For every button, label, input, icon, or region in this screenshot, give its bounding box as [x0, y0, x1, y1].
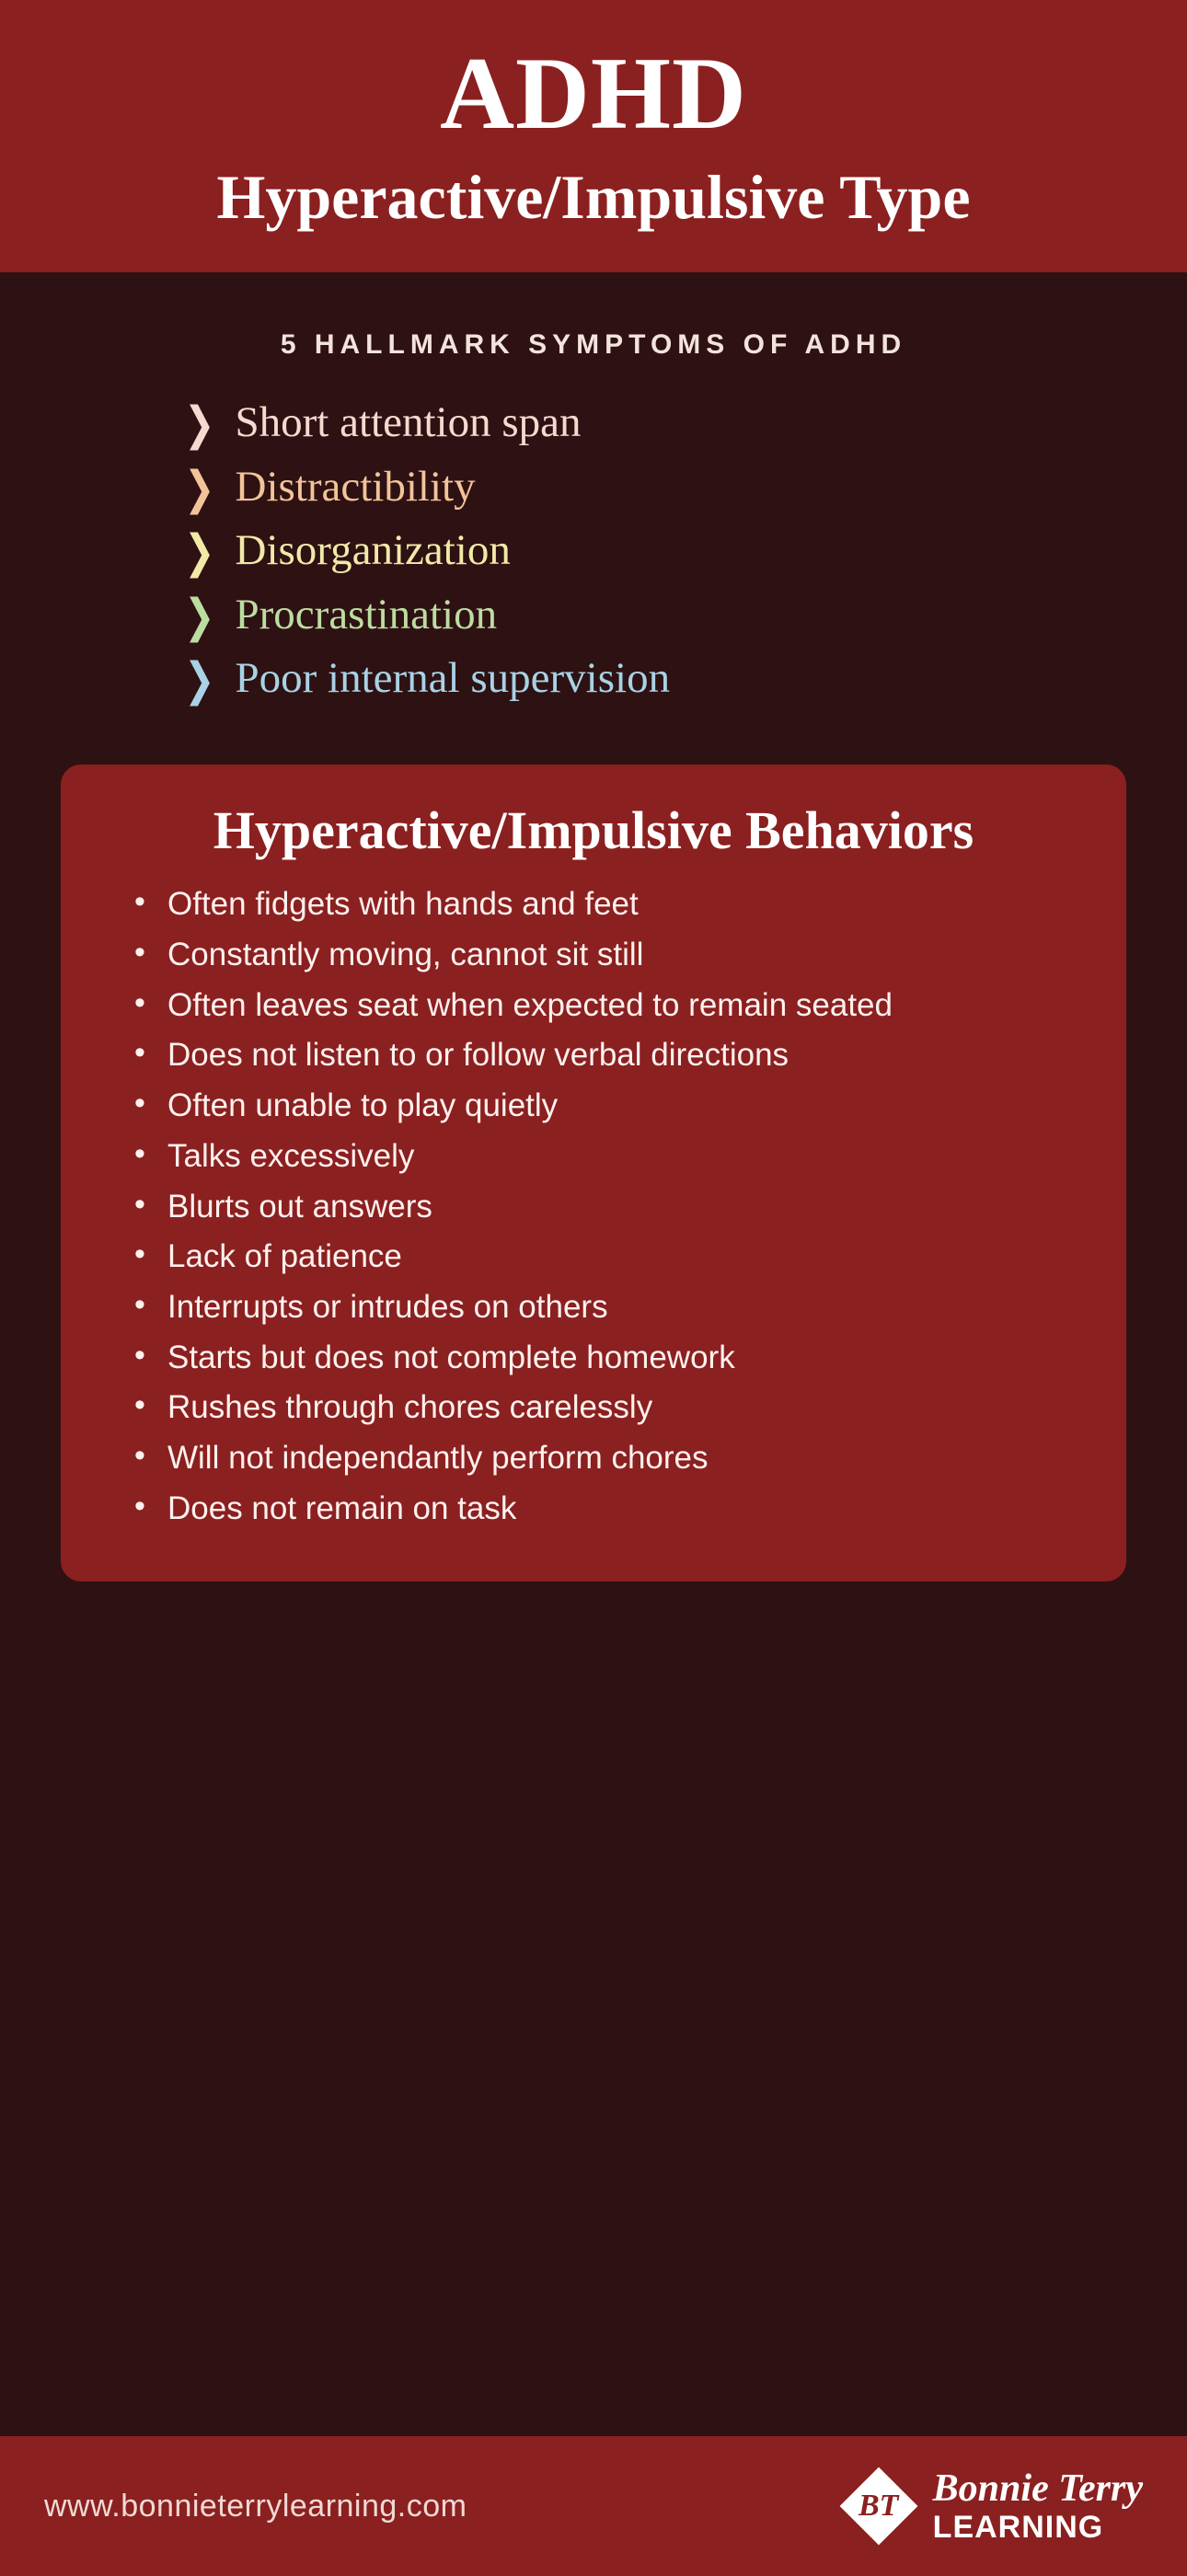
list-item	[184, 589, 1187, 643]
symptom-label: Distractibility	[235, 462, 476, 511]
chevron-right-icon: ❯	[184, 653, 215, 707]
list-item: • Often unable to play quietly	[134, 1087, 1086, 1126]
list-item: • Interrupts or intrudes on others	[134, 1288, 1086, 1328]
symptoms-heading: 5 HALLMARK SYMPTOMS OF ADHD	[280, 329, 907, 361]
poster-header	[0, 0, 1187, 272]
chevron-right-icon: ❯	[184, 461, 215, 515]
chevron-right-icon: ❯	[184, 525, 215, 579]
list-item	[184, 397, 1187, 451]
diamond-logo-icon	[839, 2467, 918, 2546]
list-item: • Often fidgets with hands and feet	[134, 885, 1086, 925]
list-item: • Talks excessively	[134, 1137, 1086, 1177]
list-item: • Often leaves seat when expected to remain seated	[134, 986, 1086, 1026]
symptom-label: Procrastination	[235, 590, 498, 638]
behaviors-list	[101, 885, 1086, 1528]
list-item: • Will not independantly perform chores	[134, 1439, 1086, 1478]
brand-name: Bonnie Terry	[932, 2467, 1143, 2510]
symptom-label: Short attention span	[235, 398, 582, 447]
logo-monogram: BT	[858, 2489, 899, 2523]
list-item: • Constantly moving, cannot sit still	[134, 936, 1086, 975]
list-item: • Lack of patience	[134, 1237, 1086, 1277]
brand-text	[933, 2469, 1143, 2543]
symptoms-list	[0, 397, 1187, 707]
list-item: • Does not listen to or follow verbal directions	[134, 1036, 1086, 1075]
list-item	[184, 525, 1187, 579]
chevron-right-icon: ❯	[184, 397, 215, 451]
behaviors-card	[61, 765, 1126, 1581]
list-item: • Blurts out answers	[134, 1188, 1086, 1227]
symptom-label: Poor internal supervision	[235, 653, 671, 702]
symptom-label: Disorganization	[235, 526, 511, 575]
website-url[interactable]: www.bonnieterrylearning.com	[44, 2488, 467, 2524]
brand-logo	[839, 2467, 1143, 2546]
page-subtitle: Hyperactive/Impulsive Type	[216, 162, 971, 232]
list-item: • Does not remain on task	[134, 1489, 1086, 1529]
chevron-right-icon: ❯	[184, 589, 215, 643]
list-item: • Starts but does not complete homework	[134, 1339, 1086, 1378]
list-item: • Rushes through chores carelessly	[134, 1388, 1086, 1428]
list-item	[184, 653, 1187, 707]
symptoms-section	[0, 272, 1187, 726]
brand-subtitle: LEARNING	[932, 2510, 1104, 2545]
page-title: ADHD	[440, 37, 747, 151]
behaviors-title: Hyperactive/Impulsive Behaviors	[213, 800, 974, 861]
poster-footer	[0, 2436, 1187, 2576]
list-item	[184, 461, 1187, 515]
